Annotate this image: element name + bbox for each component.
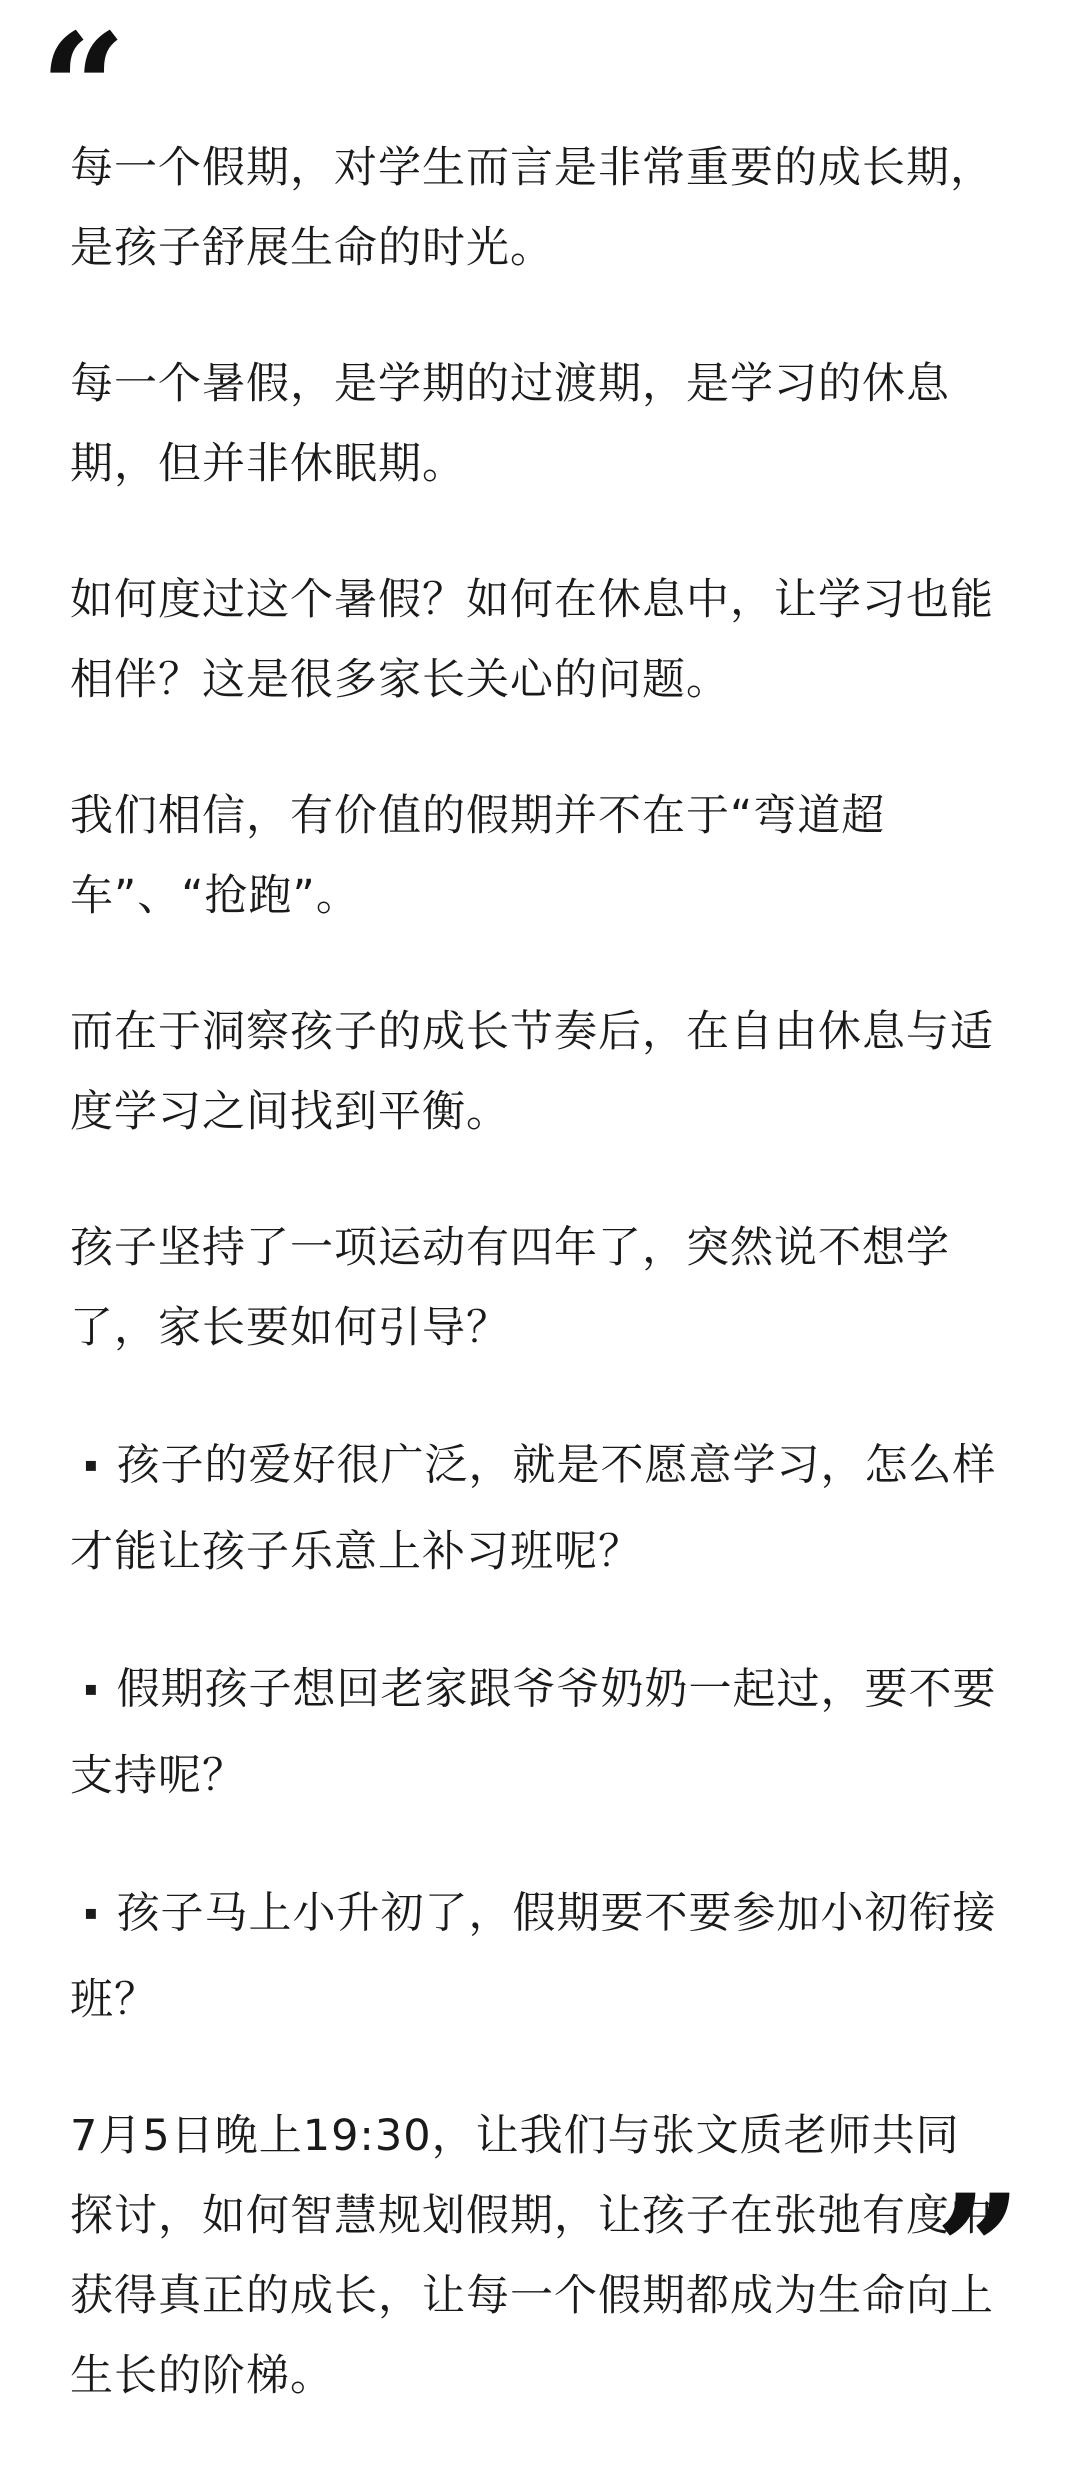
article-body — [70, 128, 1000, 2472]
bullet-item — [70, 1424, 1000, 1592]
bullet-item — [70, 1872, 1000, 2040]
paragraph: 每一个暑假，是学期的过渡期，是学习的休息期，但并非休眠期。 — [70, 359, 950, 489]
bullet-item — [70, 1648, 1000, 1816]
square-bullet-icon: ▪ — [84, 1900, 99, 1924]
bullet-text: 假期孩子想回老家跟爷爷奶奶一起过，要不要支持呢？ — [70, 1664, 997, 1801]
close-quote-mark: ” — [935, 2162, 1022, 2338]
bullet-text: 孩子马上小升初了，假期要不要参加小初衔接班？ — [70, 1888, 997, 2025]
closing-paragraph: 7月5日晚上19:30，让我们与张文质老师共同探讨，如何智慧规划假期，让孩子在张弛有度中获得真正的成长，让每一个假期都成为生命向上生长的阶梯。 — [70, 2111, 994, 2401]
paragraph: 我们相信，有价值的假期并不在于“弯道超车”、“抢跑”。 — [70, 791, 886, 921]
paragraph: 如何度过这个暑假？如何在休息中，让学习也能相伴？这是很多家长关心的问题。 — [70, 575, 994, 705]
square-bullet-icon: ▪ — [84, 1676, 99, 1700]
open-quote-mark: “ — [40, 1, 127, 177]
paragraph: 每一个假期，对学生而言是非常重要的成长期，是孩子舒展生命的时光。 — [70, 143, 994, 273]
square-bullet-icon: ▪ — [84, 1452, 99, 1476]
paragraph: 孩子坚持了一项运动有四年了，突然说不想学了，家长要如何引导？ — [70, 1223, 950, 1353]
bullet-text: 孩子的爱好很广泛，就是不愿意学习，怎么样才能让孩子乐意上补习班呢？ — [70, 1440, 997, 1577]
paragraph: 而在于洞察孩子的成长节奏后，在自由休息与适度学习之间找到平衡。 — [70, 1007, 994, 1137]
